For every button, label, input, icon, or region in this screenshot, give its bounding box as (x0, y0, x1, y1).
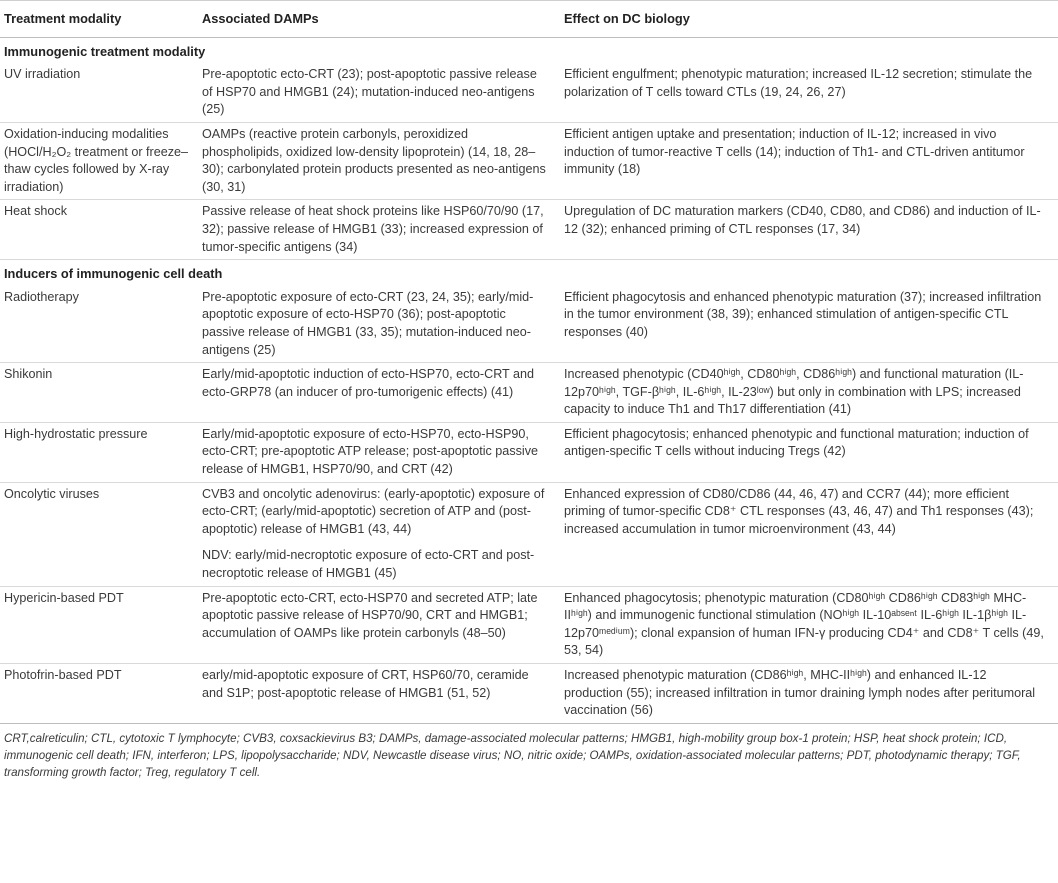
table-footnote: CRT,calreticulin; CTL, cytotoxic T lymphocyte; CVB3, coxsackievirus B3; DAMPs, damage-associated molecular patterns; HMGB1, high-mobility group box-1 protein; HSP, heat shock protein; ICD, immunogenic cell death; IFN, interferon; LPS, lipopolysaccharide; NDV, Newcastle disease virus; NO, nitric oxide; OAMPs, oxidation-associated molecular patterns; PDT, photodynamic therapy; TGF, transforming growth factor; Treg, regulatory T cell. (4, 731, 1021, 780)
damps-cell: Pre-apoptotic exposure of ecto-CRT (23, 24, 35); early/mid-apoptotic exposure of ecto-HSP70 (36); post-apoptotic passive release of HMGB1 (33, 35); mutation-induced neo-antigens (25) (198, 286, 560, 363)
table-row (0, 122, 1058, 199)
header-effect-dc-biology: Effect on DC biology (560, 1, 1058, 38)
effect-cell: Upregulation of DC maturation markers (CD40, CD80, and CD86) and induction of IL-12 (32); enhanced priming of CTL responses (17, 34) (560, 200, 1058, 260)
damps-cell (198, 482, 560, 586)
modality-cell: High-hydrostatic pressure (0, 422, 198, 482)
table-row (0, 63, 1058, 122)
damps-text-cvb3: CVB3 and oncolytic adenovirus: (early-apoptotic) exposure of ecto-CRT; (early/mid-apoptotic) secretion of ATP and (post-apoptotic) release of HMGB1 (43, 44) (202, 486, 545, 536)
modality-cell: Hypericin-based PDT (0, 586, 198, 663)
damps-cell: Early/mid-apoptotic exposure of ecto-HSP70, ecto-HSP90, ecto-CRT; pre-apoptotic ATP release; post-apoptotic passive release of HMGB1, HSP70/90, and CRT (42) (198, 422, 560, 482)
damps-cell: Passive release of heat shock proteins like HSP60/70/90 (17, 32); passive release of HMGB1 (33); increased expression of tumor-specific antigens (34) (198, 200, 560, 260)
effect-cell: Efficient engulfment; phenotypic maturation; increased IL-12 secretion; stimulate the polarization of T cells toward CTLs (19, 24, 26, 27) (560, 63, 1058, 122)
modality-cell: Oncolytic viruses (0, 482, 198, 586)
section-title: Inducers of immunogenic cell death (4, 266, 223, 282)
table-row (0, 422, 1058, 482)
modality-cell: UV irradiation (0, 63, 198, 122)
damps-cell: OAMPs (reactive protein carbonyls, peroxidized phospholipids, oxidized low-density lipoprotein) (14, 18, 28–30); carbonylated protein products presented as neo-antigens (30, 31) (198, 122, 560, 199)
table-row (0, 363, 1058, 423)
damps-divider (202, 538, 550, 547)
effect-cell: Enhanced phagocytosis; phenotypic maturation (CD80ʰⁱᵍʰ CD86ʰⁱᵍʰ CD83ʰⁱᵍʰ MHC-IIʰⁱᵍʰ) and immunogenic functional stimulation (NOʰⁱᵍʰ IL-10ᵃᵇˢᵉⁿᵗ IL-6ʰⁱᵍʰ IL-1βʰⁱᵍʰ IL-12p70ᵐᵉᵈⁱᵘᵐ); clonal expansion of human IFN-γ producing CD4⁺ and CD8⁺ T cells (49, 53, 54) (560, 586, 1058, 663)
damps-cell: Early/mid-apoptotic induction of ecto-HSP70, ecto-CRT and ecto-GRP78 (an inducer of pro-tumorigenic effects) (41) (198, 363, 560, 423)
damps-text-ndv: NDV: early/mid-necroptotic exposure of ecto-CRT and post-necroptotic release of HMGB1 (45) (202, 548, 535, 581)
header-row (0, 1, 1058, 38)
table-row (0, 286, 1058, 363)
modality-cell: Photofrin-based PDT (0, 664, 198, 724)
damps-cell: Pre-apoptotic ecto-CRT (23); post-apoptotic passive release of HSP70 and HMGB1 (24); mutation-induced neo-antigens (25) (198, 63, 560, 122)
effect-cell: Enhanced expression of CD80/CD86 (44, 46, 47) and CCR7 (44); more efficient priming of tumor-specific CD8⁺ CTL responses (43, 46, 47) and Th1 responses (43); increased accumulation in tumor microenvironment (43, 44) (560, 482, 1058, 586)
modality-cell: Shikonin (0, 363, 198, 423)
effect-cell: Efficient phagocytosis; enhanced phenotypic and functional maturation; induction of antigen-specific T cells without inducing Tregs (42) (560, 422, 1058, 482)
effect-cell: Increased phenotypic maturation (CD86ʰⁱᵍʰ, MHC-IIʰⁱᵍʰ) and enhanced IL-12 production (55); increased infiltration in tumor draining lymph nodes after peritumoral vaccination (56) (560, 664, 1058, 724)
header-associated-damps: Associated DAMPs (198, 1, 560, 38)
section-heading (0, 260, 1058, 286)
section-title: Immunogenic treatment modality (4, 43, 206, 59)
table-row (0, 482, 1058, 586)
table-row (0, 200, 1058, 260)
modality-cell: Oxidation-inducing modalities (HOCl/H₂O₂ treatment or freeze–thaw cycles followed by X-ray irradiation) (0, 122, 198, 199)
section-heading (0, 37, 1058, 63)
modality-cell: Radiotherapy (0, 286, 198, 363)
header-treatment-modality: Treatment modality (0, 1, 198, 38)
table-row (0, 664, 1058, 724)
damps-cell: early/mid-apoptotic exposure of CRT, HSP60/70, ceramide and S1P; post-apoptotic release of HMGB1 (51, 52) (198, 664, 560, 724)
modality-cell: Heat shock (0, 200, 198, 260)
damps-cell: Pre-apoptotic ecto-CRT, ecto-HSP70 and secreted ATP; late apoptotic passive release of HSP70/90, CRT and HMGB1; accumulation of OAMPs like protein carbonyls (48–50) (198, 586, 560, 663)
effect-cell: Efficient antigen uptake and presentation; induction of IL-12; increased in vivo induction of tumor-reactive T cells (14); induction of Th1- and CTL-driven antitumor immunity (18) (560, 122, 1058, 199)
effect-cell: Increased phenotypic (CD40ʰⁱᵍʰ, CD80ʰⁱᵍʰ, CD86ʰⁱᵍʰ) and functional maturation (IL-12p70ʰⁱᵍʰ, TGF-βʰⁱᵍʰ, IL-6ʰⁱᵍʰ, IL-23ˡᵒʷ) but only in combination with LPS; increased capacity to induce Th1 and Th17 differentiation (41) (560, 363, 1058, 423)
effect-cell: Efficient phagocytosis and enhanced phenotypic maturation (37); increased infiltration in the tumor environment (38, 39); enhanced stimulation of antigen-specific CTL responses (40) (560, 286, 1058, 363)
table-row (0, 586, 1058, 663)
